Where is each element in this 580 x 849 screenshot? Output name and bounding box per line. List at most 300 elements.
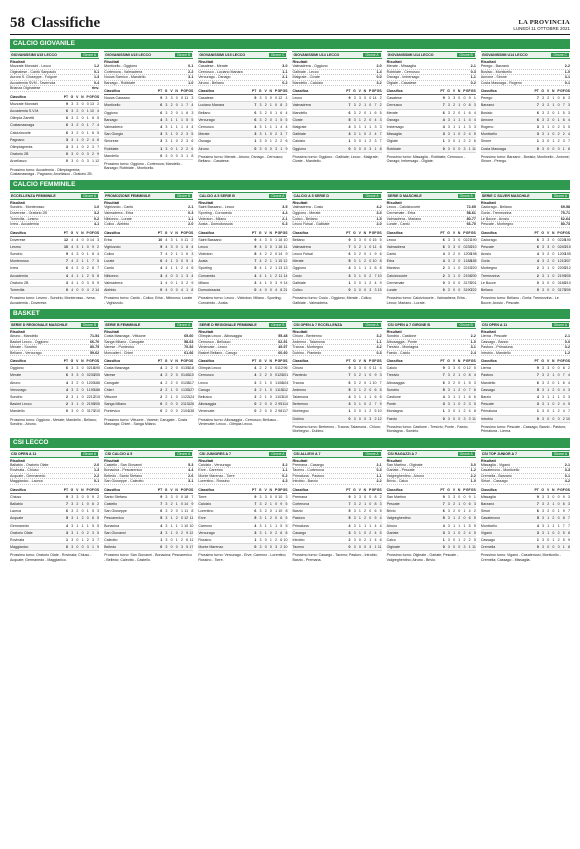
- stat-cell: 7: [562, 373, 565, 378]
- result-line: [292, 222, 381, 228]
- standings-col-3: V: [170, 359, 173, 364]
- stat-cell: 1: [81, 523, 84, 528]
- stat-cell: 1: [458, 373, 461, 378]
- stat-cell: 0: [76, 152, 79, 157]
- league-header: [104, 321, 193, 329]
- table-row: [198, 131, 287, 138]
- stat-cell: 2: [275, 273, 278, 278]
- stat-cell: 2: [170, 103, 173, 108]
- stat-cell: 0: [358, 545, 361, 550]
- stat-cell: 5: [285, 502, 288, 506]
- stat-cell: 0: [175, 494, 178, 499]
- team-name: Casatese: [386, 96, 402, 101]
- result-match: Brianza Olginatese: [10, 86, 41, 91]
- stat-cell: 4: [567, 373, 570, 378]
- stat-cell: 3: [453, 494, 456, 499]
- stat-cell: 3: [447, 502, 450, 506]
- table-row: [198, 544, 287, 551]
- stat-cell: 0: [175, 380, 178, 385]
- table-row: [198, 258, 287, 265]
- stat-cell: 4: [254, 366, 257, 371]
- stat-cell: 190: [88, 387, 95, 392]
- result-score: 2-1: [470, 64, 476, 68]
- stat-cell: 4: [97, 123, 100, 128]
- standings-col-5: P: [86, 488, 89, 492]
- stat-cell: 3: [542, 103, 545, 108]
- stat-cell: 0: [364, 545, 367, 550]
- stat-cell: 0: [369, 259, 372, 264]
- stat-cell: 2: [86, 144, 89, 149]
- stat-cell: 0: [175, 545, 178, 550]
- result-match: Introbio - Mandello: [480, 350, 511, 355]
- stat-cell: 12: [95, 159, 100, 164]
- stat-cell: 3: [463, 280, 466, 285]
- stat-cell: 6: [536, 380, 539, 385]
- stat-cell: 235: [465, 244, 472, 249]
- table-row: [198, 372, 287, 379]
- stat-cell: 210: [470, 244, 477, 249]
- stat-cell: 6: [379, 251, 382, 256]
- stat-cell: 2: [358, 244, 361, 249]
- stat-cell: 0: [269, 387, 272, 392]
- stat-cell: 2: [557, 266, 560, 271]
- standings-col-6: GF: [183, 359, 189, 364]
- stat-cell: 4: [348, 523, 351, 528]
- stat-cell: 1: [76, 280, 79, 285]
- result-score: 1-2: [470, 468, 476, 473]
- stat-cell: 3: [280, 132, 283, 137]
- standings-col-7: GS: [188, 488, 194, 492]
- stat-cell: 5: [285, 523, 288, 528]
- standings-col-4: N: [457, 488, 461, 492]
- stat-cell: 3: [71, 516, 74, 521]
- stat-cell: 0: [547, 416, 550, 421]
- stat-cell: 3: [71, 380, 74, 385]
- stat-cell: 4: [165, 288, 168, 292]
- standings-col-0: Classifica: [198, 230, 215, 235]
- stat-cell: 3: [542, 523, 545, 528]
- stat-cell: 2: [280, 545, 283, 550]
- stat-cell: 9: [97, 280, 100, 285]
- stat-cell: 0: [364, 530, 367, 535]
- stat-cell: 2: [170, 502, 173, 506]
- result-match: Chiuro - Berbenno: [292, 334, 322, 339]
- stat-cell: 0: [453, 545, 456, 550]
- stat-cell: 3: [71, 538, 74, 543]
- team-name: Vercurago: [198, 530, 215, 535]
- league-header: [387, 51, 476, 59]
- stat-cell: 3: [170, 494, 173, 499]
- result-line: [387, 81, 476, 87]
- table-row: [198, 280, 287, 287]
- stat-cell: 1: [358, 402, 361, 407]
- table-row: [198, 102, 287, 109]
- stat-cell: 8: [379, 266, 382, 271]
- stat-cell: 4: [160, 124, 163, 129]
- standings-col-1: PT: [440, 89, 445, 94]
- stat-cell: 1: [552, 103, 555, 108]
- team-name: Valmadrera: [386, 244, 405, 249]
- stat-cell: 6: [160, 259, 163, 264]
- team-name: Lorentino: [198, 509, 214, 514]
- stat-cell: 185: [470, 259, 477, 264]
- table-row: [387, 95, 476, 102]
- stat-cell: 0: [81, 266, 84, 271]
- table-row: [198, 537, 287, 544]
- stat-cell: 6: [379, 244, 382, 249]
- result-score: 5-3: [188, 462, 194, 467]
- result-match: Monticello - Oggiono: [104, 64, 138, 68]
- stat-cell: 4: [348, 395, 351, 399]
- team-name: Cermenate: [386, 280, 405, 285]
- stat-cell: 4: [442, 523, 445, 528]
- result-line: [387, 222, 476, 228]
- stat-cell: 6: [186, 538, 189, 543]
- stat-cell: 0: [81, 494, 84, 499]
- standings-col-1: PT: [346, 359, 351, 364]
- standings-col-0: Classifica: [104, 89, 120, 94]
- stat-cell: 9: [374, 373, 377, 378]
- table-row: [387, 416, 476, 423]
- team-name: Albosaggia: [198, 402, 217, 407]
- stat-cell: 3: [353, 244, 356, 249]
- league-header: [104, 51, 193, 59]
- girone-badge: Girone A: [459, 451, 473, 456]
- stat-cell: 3: [447, 237, 450, 242]
- standings-col-0: Classifica: [10, 488, 26, 492]
- standings-col-4: N: [269, 230, 272, 235]
- table-row: [10, 394, 99, 401]
- result-match: Cermenate - Erba: [386, 211, 416, 215]
- stat-cell: 3: [91, 144, 94, 149]
- issue-date: LUNEDÌ 11 OTTOBRE 2021: [513, 26, 570, 32]
- stat-cell: 2: [358, 251, 361, 256]
- stat-cell: 1: [170, 516, 173, 521]
- standings-col-2: G: [541, 89, 545, 94]
- result-match: Sirtori - Cassago: [480, 479, 508, 484]
- stat-cell: 3: [353, 502, 356, 506]
- result-score: 2-2: [376, 479, 382, 484]
- stat-cell: 3: [562, 395, 565, 399]
- stat-cell: 3: [259, 124, 262, 129]
- team-name: Ivrea: [10, 266, 18, 271]
- team-name: Gorla: [480, 259, 490, 264]
- stat-cell: 0: [463, 103, 466, 108]
- stat-cell: 12: [377, 416, 382, 421]
- result-match: Missaglia - Viganò: [480, 462, 511, 467]
- stat-cell: 4: [442, 395, 445, 399]
- standings-col-0: Classifica: [386, 89, 403, 94]
- table-row: [10, 130, 99, 137]
- table-row: [292, 394, 381, 401]
- stat-cell: 3: [374, 288, 377, 292]
- results-heading: Risultati: [104, 60, 120, 64]
- stat-cell: 188: [465, 259, 472, 264]
- table-row: [10, 244, 99, 251]
- table-row: [10, 537, 99, 544]
- table-row: [387, 258, 476, 265]
- stat-cell: 3: [160, 132, 163, 137]
- team-name: Belledo: [104, 545, 117, 550]
- stat-cell: 6: [280, 110, 283, 115]
- stat-cell: 0: [254, 146, 257, 151]
- stat-cell: 1: [269, 502, 272, 506]
- result-line: [387, 479, 476, 485]
- standings-col-2: G: [447, 359, 450, 364]
- team-name: Vittuone: [104, 395, 118, 399]
- stat-cell: 5: [536, 387, 539, 392]
- stat-cell: 3: [86, 409, 89, 414]
- stat-cell: 3: [165, 516, 168, 521]
- result-line: [481, 479, 570, 485]
- standings-col-1: PT: [534, 359, 539, 364]
- stat-cell: 4: [259, 288, 262, 292]
- stat-cell: 0: [264, 402, 267, 407]
- table-row: [104, 110, 193, 117]
- results-heading: Risultati: [198, 201, 214, 206]
- league-header: [292, 51, 381, 59]
- team-name: Ballabio: [10, 502, 23, 506]
- standings-col-1: PT: [252, 359, 257, 364]
- stat-cell: 3: [369, 146, 372, 151]
- girone-badge: Girone C: [553, 53, 567, 57]
- stat-cell: 3: [447, 273, 450, 278]
- stat-cell: 1: [358, 395, 361, 399]
- stat-cell: 1: [463, 259, 466, 264]
- stat-cell: 0: [170, 409, 173, 414]
- stat-cell: 18: [184, 494, 189, 499]
- league-block: [104, 192, 193, 305]
- stat-cell: 0: [552, 259, 555, 264]
- stat-cell: 1: [369, 523, 372, 528]
- stat-cell: 6: [442, 380, 445, 385]
- stat-cell: 0: [552, 288, 555, 292]
- result-score: 4-4: [188, 468, 194, 473]
- table-row: [481, 508, 570, 515]
- standings-body: [387, 95, 476, 153]
- stat-cell: 230: [88, 373, 95, 378]
- result-score: 0-2: [282, 473, 288, 478]
- team-name: Caleotto: [104, 538, 118, 543]
- standings-col-2: G: [353, 488, 356, 492]
- stat-cell: 3: [180, 280, 183, 285]
- stat-cell: 2: [547, 96, 550, 101]
- stat-cell: 2: [264, 502, 267, 506]
- result-match: Cernusco - Luciano Manara: [198, 69, 243, 74]
- stat-cell: 3: [71, 130, 74, 135]
- table-row: [104, 387, 193, 394]
- stat-cell: 0: [86, 373, 89, 378]
- table-row: [387, 365, 476, 372]
- stat-cell: 2: [458, 516, 461, 521]
- stat-cell: 0: [458, 530, 461, 535]
- girone-badge: Girone B: [176, 194, 191, 199]
- stat-cell: 4: [66, 380, 69, 385]
- stat-cell: 6: [66, 130, 69, 135]
- result-match: Merate - Missaglia: [386, 64, 417, 68]
- stat-cell: 3: [259, 103, 262, 108]
- result-score: 55-48: [278, 334, 288, 339]
- table-row: [198, 110, 287, 117]
- stat-cell: 9: [66, 494, 69, 499]
- stat-cell: 1: [552, 523, 555, 528]
- stat-cell: 2: [76, 380, 79, 385]
- stat-cell: 1: [557, 380, 560, 385]
- stat-cell: 130: [182, 387, 189, 392]
- table-row: [104, 95, 193, 102]
- standings-body: [292, 494, 381, 552]
- team-name: San Giorgio: [104, 132, 124, 137]
- team-name: Imbersago: [386, 124, 404, 129]
- table-row: [292, 273, 381, 280]
- stat-cell: 6: [473, 139, 476, 144]
- stat-cell: 10: [278, 509, 283, 514]
- stat-cell: 17: [189, 545, 194, 550]
- result-score: 66-70: [89, 339, 100, 344]
- stat-cell: 212: [88, 395, 95, 399]
- stat-cell: 1: [269, 273, 272, 278]
- team-name: Tresivio: [386, 373, 400, 378]
- result-line: [104, 351, 193, 357]
- stat-cell: 1: [269, 139, 272, 144]
- result-match: Tresivio - Montagna: [386, 345, 419, 350]
- stat-cell: 3: [353, 516, 356, 521]
- stat-cell: 1: [453, 266, 456, 271]
- league-header: [104, 192, 193, 200]
- standings-col-5: P: [274, 359, 278, 364]
- stat-cell: 1: [552, 139, 555, 144]
- stat-cell: 3: [447, 259, 450, 264]
- team-name: Acquate: [10, 516, 24, 521]
- stat-cell: 9: [191, 502, 194, 506]
- stat-cell: 5: [468, 523, 471, 528]
- table-row: [10, 508, 99, 515]
- stat-cell: 12: [189, 530, 194, 535]
- stat-cell: 0: [552, 237, 555, 242]
- stat-cell: 0: [458, 251, 461, 256]
- table-row: [104, 523, 193, 530]
- result-line: [481, 222, 570, 228]
- stat-cell: 0: [76, 409, 79, 414]
- table-row: [10, 501, 99, 508]
- stat-cell: 5: [97, 116, 100, 121]
- section-columns: [10, 192, 570, 305]
- stat-cell: 1: [86, 108, 89, 113]
- stat-cell: 2: [557, 538, 560, 543]
- stat-cell: 2: [259, 402, 262, 407]
- result-match: Introbio - Barzio: [292, 479, 318, 484]
- stat-cell: 4: [71, 251, 74, 256]
- team-name: Cosio: [292, 273, 302, 278]
- standings-col-1: PT: [440, 359, 445, 364]
- table-row: [481, 95, 570, 102]
- stat-cell: 0: [364, 146, 367, 151]
- table-row: [292, 387, 381, 394]
- stat-cell: 1: [170, 117, 173, 122]
- stat-cell: 1: [170, 259, 173, 264]
- stat-cell: 6: [567, 530, 570, 535]
- table-row: [481, 544, 570, 551]
- stat-cell: 3: [447, 110, 450, 115]
- team-name: Mariano: [386, 266, 400, 271]
- stat-cell: 3: [71, 116, 74, 121]
- stat-cell: 2: [547, 117, 550, 122]
- stat-cell: 2: [552, 387, 555, 392]
- stat-cell: 5: [91, 280, 94, 285]
- result-line: [104, 81, 193, 87]
- stat-cell: 1: [269, 523, 272, 528]
- standings-body: [481, 365, 570, 423]
- stat-cell: 4: [71, 237, 74, 242]
- stat-cell: 9: [442, 366, 445, 371]
- stat-cell: 4: [285, 124, 288, 129]
- table-row: [387, 372, 476, 379]
- stat-cell: 1: [66, 538, 69, 543]
- stat-cell: 7: [97, 144, 100, 149]
- result-score: 3-0: [470, 462, 476, 467]
- stat-cell: 0: [557, 366, 560, 371]
- stat-cell: 5: [97, 523, 100, 528]
- stat-cell: 10: [377, 273, 382, 278]
- stat-cell: 10: [158, 237, 163, 242]
- result-match: Maggianico - Laorca: [10, 479, 43, 484]
- team-name: Pasturo: [480, 373, 494, 378]
- result-match: Varese - Pontevico: [104, 345, 135, 350]
- stat-cell: 3: [165, 146, 168, 151]
- team-name: Valmadrera: [104, 280, 123, 285]
- stat-cell: 0: [458, 259, 461, 264]
- table-row: [198, 387, 287, 394]
- stat-cell: 0: [358, 139, 361, 144]
- stat-cell: 1: [348, 409, 351, 414]
- stat-cell: 3: [353, 117, 356, 122]
- stat-cell: 0: [369, 103, 372, 108]
- table-row: [104, 146, 193, 153]
- stat-cell: 4: [280, 124, 283, 129]
- stat-cell: 0: [557, 96, 560, 101]
- stat-cell: 2: [264, 259, 267, 264]
- stat-cell: 1: [453, 124, 456, 129]
- stat-cell: 1: [81, 502, 84, 506]
- standings-col-5: P: [369, 230, 372, 235]
- result-match: Malgrate - Civate: [292, 75, 320, 80]
- stat-cell: 1: [264, 266, 267, 271]
- table-row: [198, 287, 287, 294]
- stat-cell: 1: [374, 146, 377, 151]
- stat-cell: 0: [463, 96, 466, 101]
- standings-col-0: Classifica: [104, 230, 120, 235]
- stat-cell: 1: [86, 251, 89, 256]
- stat-cell: 4: [567, 117, 570, 122]
- stat-cell: 3: [447, 530, 450, 535]
- stat-cell: 135: [182, 366, 189, 371]
- team-name: Doverese: [10, 237, 26, 242]
- team-name: Sirtori: [480, 509, 491, 514]
- stat-cell: 3: [557, 545, 560, 550]
- stat-cell: 3: [353, 266, 356, 271]
- stat-cell: 3: [463, 146, 466, 151]
- league-block: [481, 192, 570, 305]
- stat-cell: 5: [473, 366, 476, 371]
- standings-col-4: N: [269, 488, 272, 492]
- standings-col-3: V: [358, 359, 361, 364]
- stat-cell: 14: [184, 502, 189, 506]
- result-line: [10, 222, 99, 228]
- stat-cell: 6: [254, 509, 257, 514]
- stat-cell: 2: [180, 530, 183, 535]
- stat-cell: 3: [71, 402, 74, 407]
- result-match: Ballabio - Oratorio Olate: [10, 462, 49, 467]
